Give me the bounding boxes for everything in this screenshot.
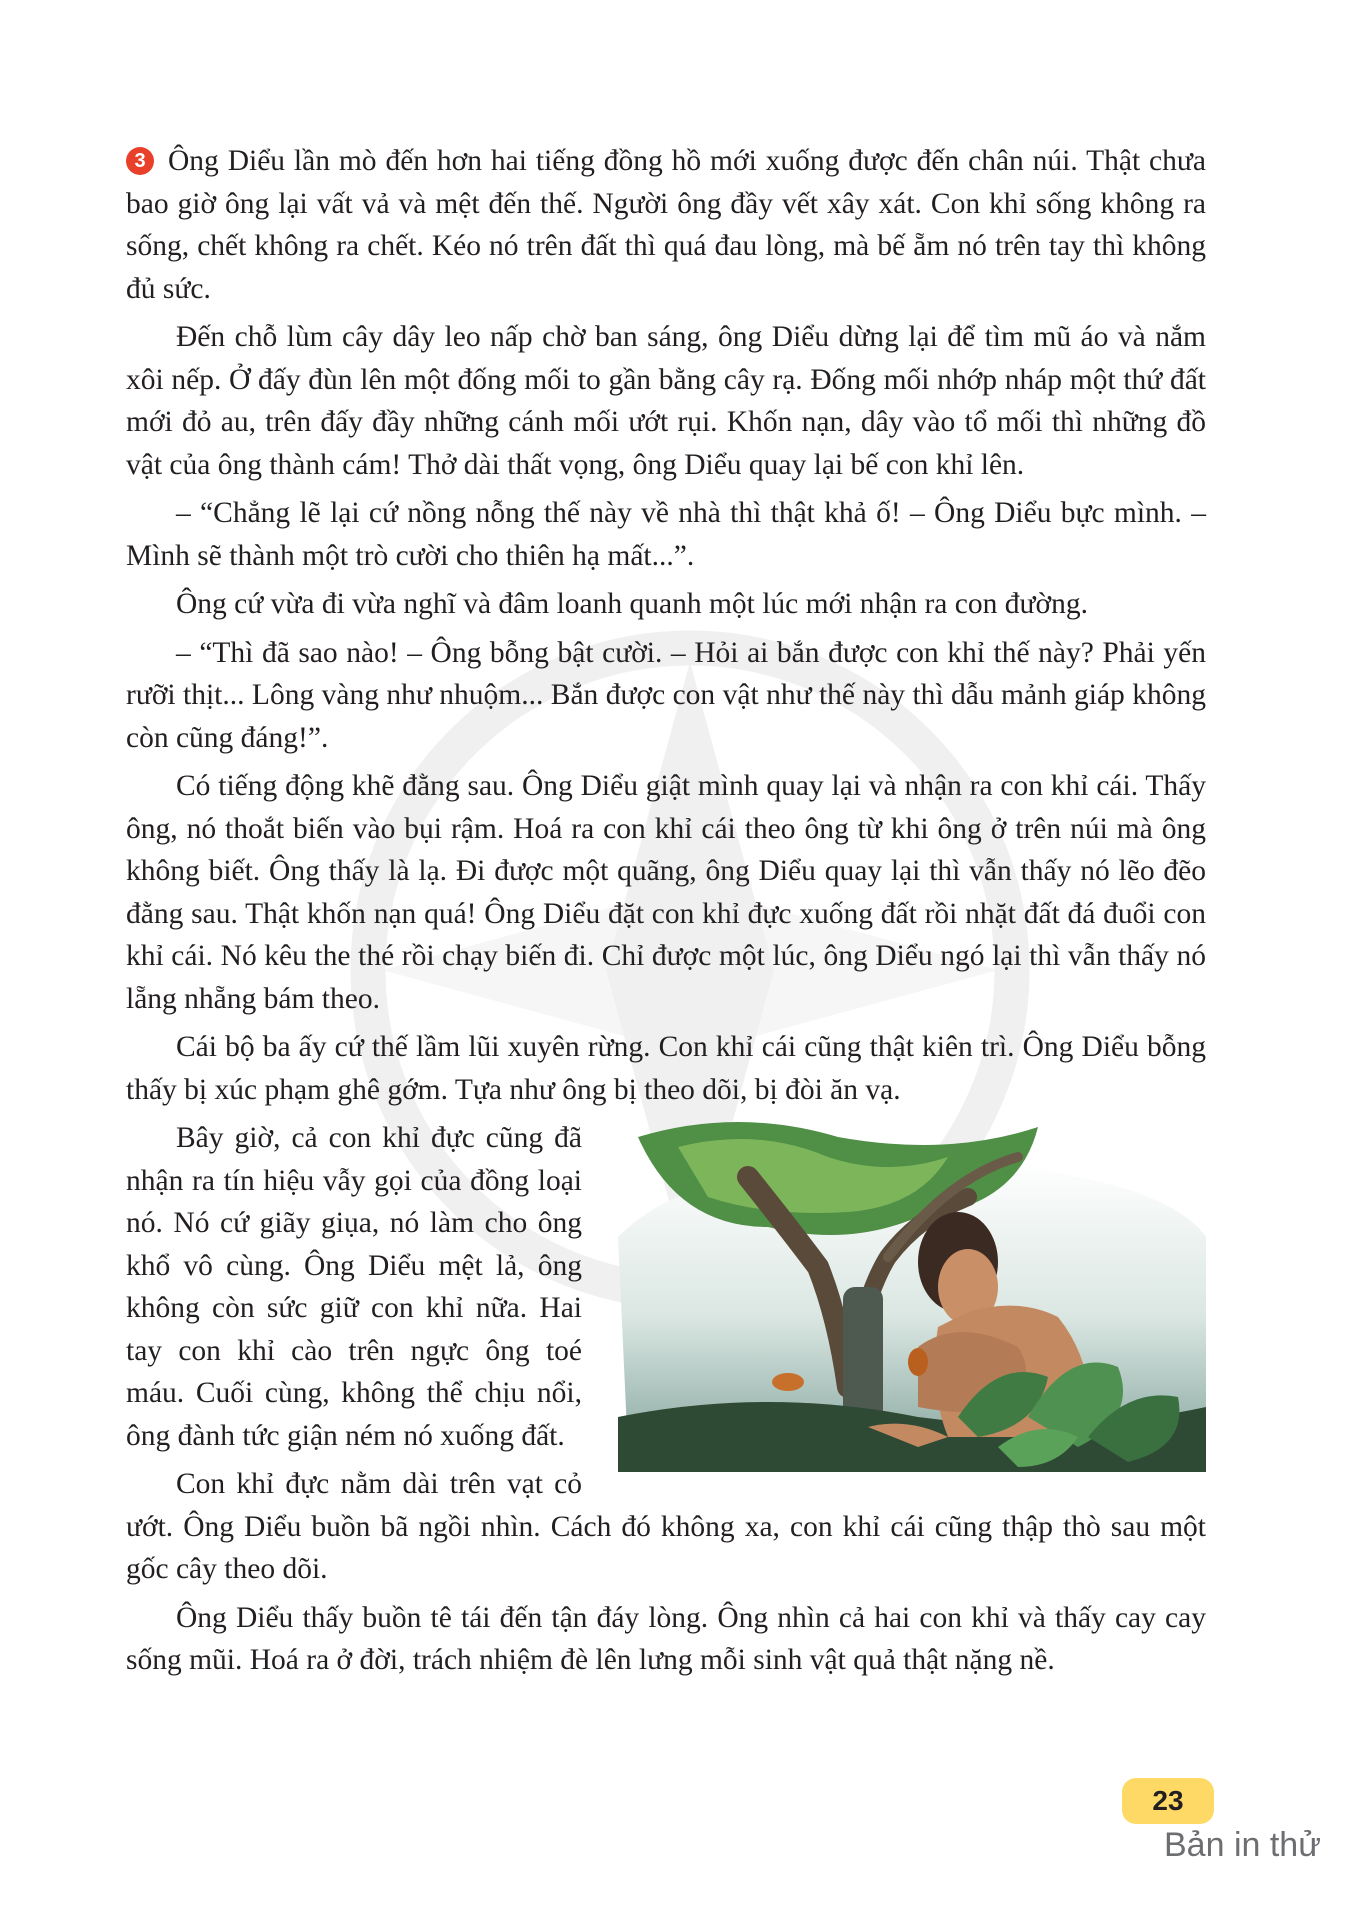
paragraph: Có tiếng động khẽ đằng sau. Ông Diểu giật mình quay lại và nhận ra con khỉ cái. Thấy ông, nó thoắt biến vào bụi rậm. Hoá ra con khỉ cái theo ông từ khi ông ở trên núi mà ông không biết. Ông thấy là lạ. Đi được một quãng, ông Diểu quay lại thì vẫn thấy nó lẽo đẽo đằng sau. Thật khốn nạn quá! Ông Diểu đặt con khỉ đực xuống đất rồi nhặt đất đá đuổi con khỉ cái. Nó kêu the thé rồi chạy biến đi. Chỉ được một lúc, ông Diểu ngó lại thì vẫn thấy nó lẵng nhẵng bám theo. bbox=[126, 770, 1206, 1015]
section-number-badge: 3 bbox=[126, 147, 154, 175]
illustration-man-under-tree bbox=[618, 1117, 1206, 1472]
illustration-image bbox=[618, 1117, 1206, 1472]
paragraph: Con khỉ đực nằm dài trên vạt cỏ ướt. Ông Diểu buồn bã ngồi nhìn. Cách đó không xa, con khỉ cái cũng thập thò sau một gốc cây theo dõi. bbox=[126, 1468, 1206, 1585]
paragraph: – “Thì đã sao nào! – Ông bỗng bật cười. – Hỏi ai bắn được con khỉ thế này? Phải yến rưỡi thịt... Lông vàng như nhuộm... Bắn được con vật như thế này thì dẫu mảnh giáp không còn cũng đáng!”. bbox=[126, 636, 1206, 754]
paragraph: Ông cứ vừa đi vừa nghĩ và đâm loanh quanh một lúc mới nhận ra con đường. bbox=[176, 588, 1088, 620]
paragraph: Bây giờ, cả con khỉ đực cũng đã nhận ra tín hiệu vẫy gọi của đồng loại nó. Nó cứ giãy giụa, nó làm cho ông khổ vô cùng. Ông Diểu mệt lả, ông không còn sức giữ con khỉ nữa. Hai tay con khỉ cào trên ngực ông toé máu. Cuối cùng, không thể chịu nổi, ông đành tức giận ném nó xuống đất. bbox=[126, 1122, 582, 1452]
paragraph: Ông Diểu thấy buồn tê tái đến tận đáy lòng. Ông nhìn cả hai con khỉ và thấy cay cay sống mũi. Hoá ra ở đời, trách nhiệm đè lên lưng mỗi sinh vật quả thật nặng nề. bbox=[126, 1601, 1206, 1676]
page-number-badge: 23 bbox=[1122, 1778, 1214, 1824]
paragraph: Cái bộ ba ấy cứ thế lầm lũi xuyên rừng. Con khỉ cái cũng thật kiên trì. Ông Diểu bỗng thấy bị xúc phạm ghê gớm. Tựa như ông bị theo dõi, bị đòi ăn vạ. bbox=[126, 1031, 1206, 1106]
paragraph: 3 Ông Diểu lần mò đến hơn hai tiếng đồng hồ mới xuống được đến chân núi. Thật chưa bao giờ ông lại vất vả và mệt đến thế. Người ông đầy vết xây xát. Con khỉ sống không ra sống, chết không ra chết. Kéo nó trên đất thì quá đau lòng, mà bế ẵm nó trên tay thì không đủ sức. bbox=[126, 145, 1206, 305]
story-text bbox=[126, 140, 1206, 1688]
paragraph: Đến chỗ lùm cây dây leo nấp chờ ban sáng, ông Diểu dừng lại để tìm mũ áo và nắm xôi nếp. Ở đấy đùn lên một đống mối to gần bằng cây rạ. Đống mối nhớp nháp một thứ đất mới đỏ au, trên đấy đầy những cánh mối ướt rụi. Khốn nạn, dây vào tổ mối thì những đồ vật của ông thành cám! Thở dài thất vọng, ông Diểu quay lại bế con khỉ lên. bbox=[126, 321, 1206, 481]
draft-print-label: Bản in thử bbox=[1164, 1826, 1321, 1864]
paragraph: – “Chẳng lẽ lại cứ nồng nỗng thế này về nhà thì thật khả ố! – Ông Diểu bực mình. – Mình sẽ thành một trò cười cho thiên hạ mất...”. bbox=[126, 497, 1206, 572]
